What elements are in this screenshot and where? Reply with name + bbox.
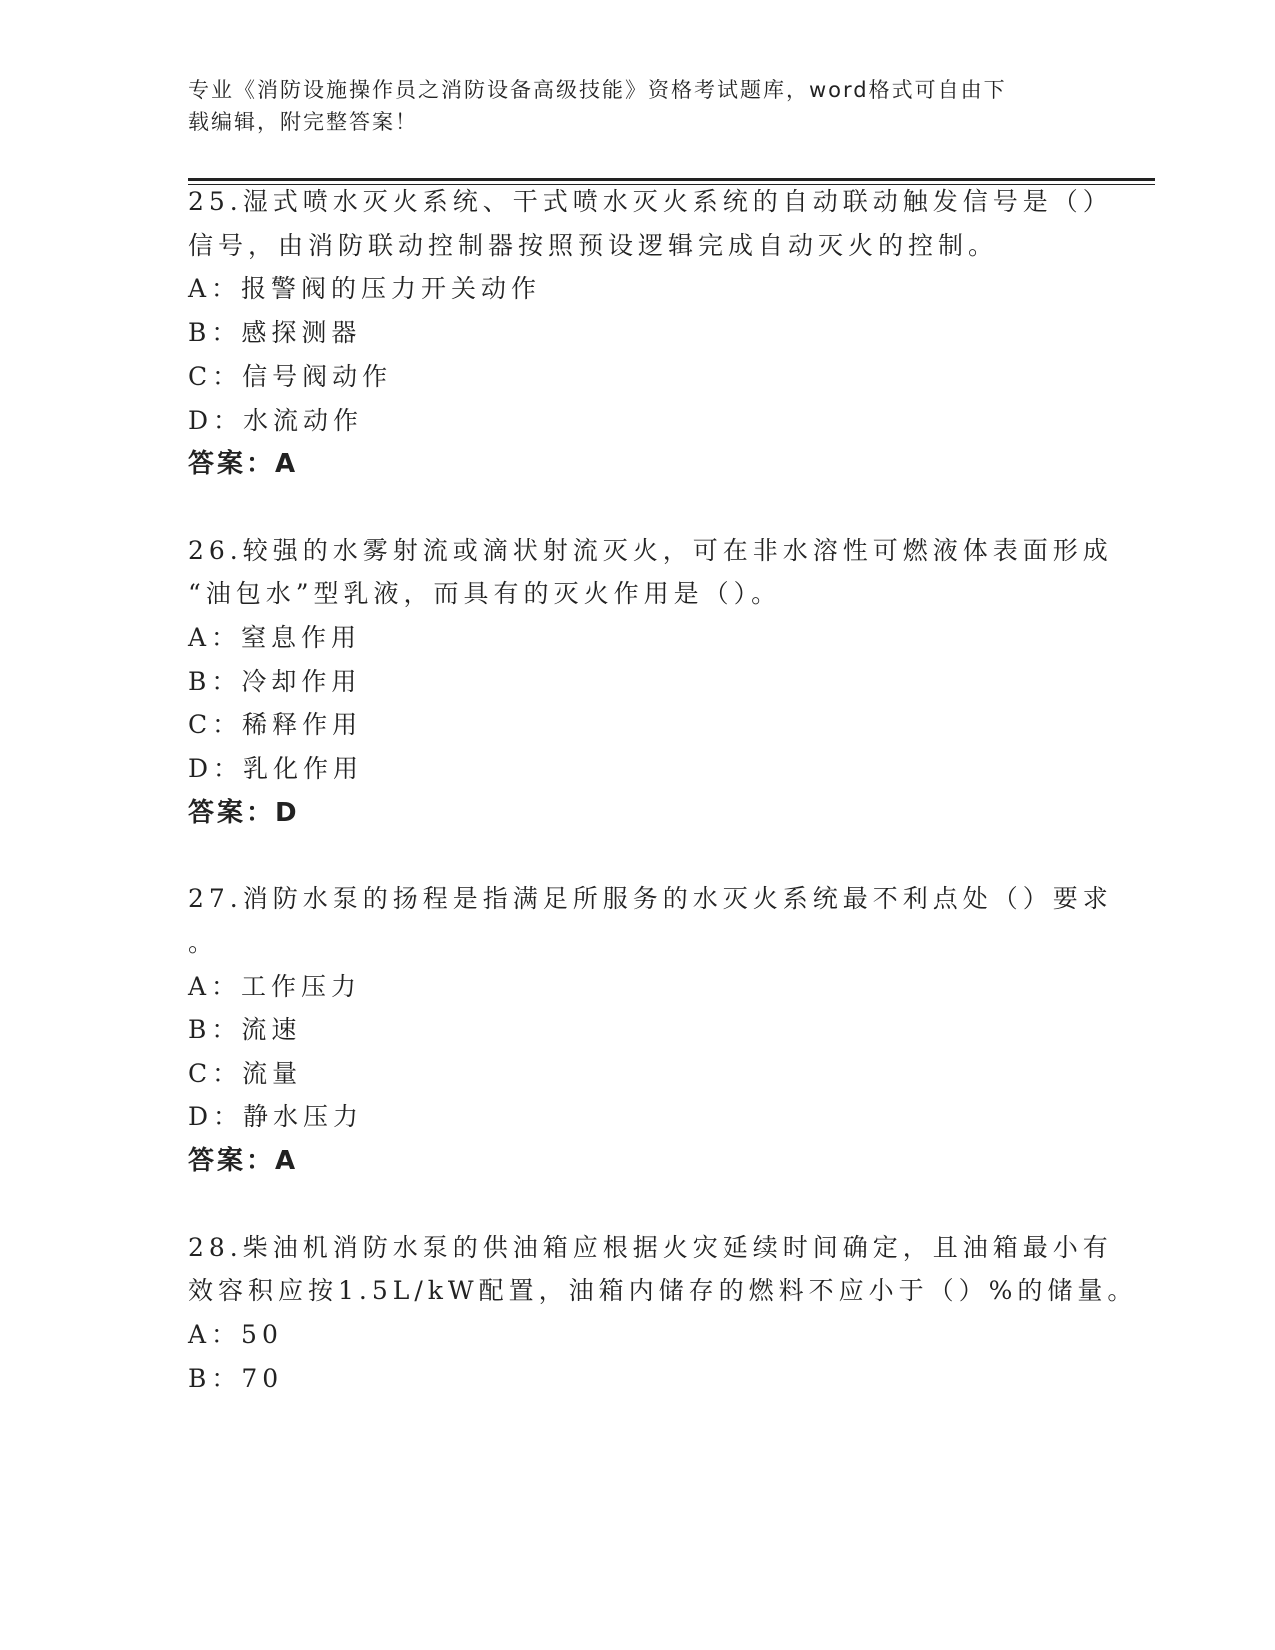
question-28-stem-line-1: 28.柴油机消防水泵的供油箱应根据火灾延续时间确定，且油箱最小有 [188,1233,1113,1262]
question-25-stem-line-1: 25.湿式喷水灭火系统、干式喷水灭火系统的自动联动触发信号是（） [188,187,1113,216]
question-26-answer: 答案：D [188,798,300,828]
question-25-stem-line-2: 信号，由消防联动控制器按照预设逻辑完成自动灭火的控制。 [188,231,999,260]
question-27-option-a: A：工作压力 [188,972,362,1001]
question-27-answer: 答案：A [188,1146,299,1176]
header-line-2: 载编辑，附完整答案！ [188,110,418,134]
question-25-option-c: C：信号阀动作 [188,362,393,391]
question-26-stem-line-1: 26.较强的水雾射流或滴状射流灭火，可在非水溶性可燃液体表面形成 [188,536,1113,565]
question-27-option-c: C：流量 [188,1059,303,1088]
header-divider-thin [188,184,1155,185]
question-26-option-b: B：冷却作用 [188,667,362,696]
question-28-option-a: A：50 [188,1320,283,1349]
question-25-option-b: B：感探测器 [188,318,362,347]
question-25-answer: 答案：A [188,449,299,479]
document-header [188,74,1068,138]
question-27-stem-line-2: 。 [188,928,219,957]
question-28-option-b: B：70 [188,1364,284,1393]
question-26-option-d: D：乳化作用 [188,754,364,783]
question-28-stem-line-2: 效容积应按1.5L/kW配置，油箱内储存的燃料不应小于（）%的储量。 [188,1276,1138,1305]
question-26-option-a: A：窒息作用 [188,623,362,652]
question-26-stem-line-2: “油包水”型乳液，而具有的灭火作用是（）。 [188,579,782,608]
header-line-1: 专业《消防设施操作员之消防设备高级技能》资格考试题库，word格式可自由下 [188,78,1007,102]
question-26-option-c: C：稀释作用 [188,710,363,739]
question-27-option-b: B：流速 [188,1015,302,1044]
question-25-option-a: A：报警阀的压力开关动作 [188,274,542,303]
question-27-stem-line-1: 27.消防水泵的扬程是指满足所服务的水灭火系统最不利点处（）要求 [188,884,1113,913]
question-25-option-d: D：水流动作 [188,406,364,435]
header-divider-thick [188,178,1155,181]
question-27-option-d: D：静水压力 [188,1102,364,1131]
